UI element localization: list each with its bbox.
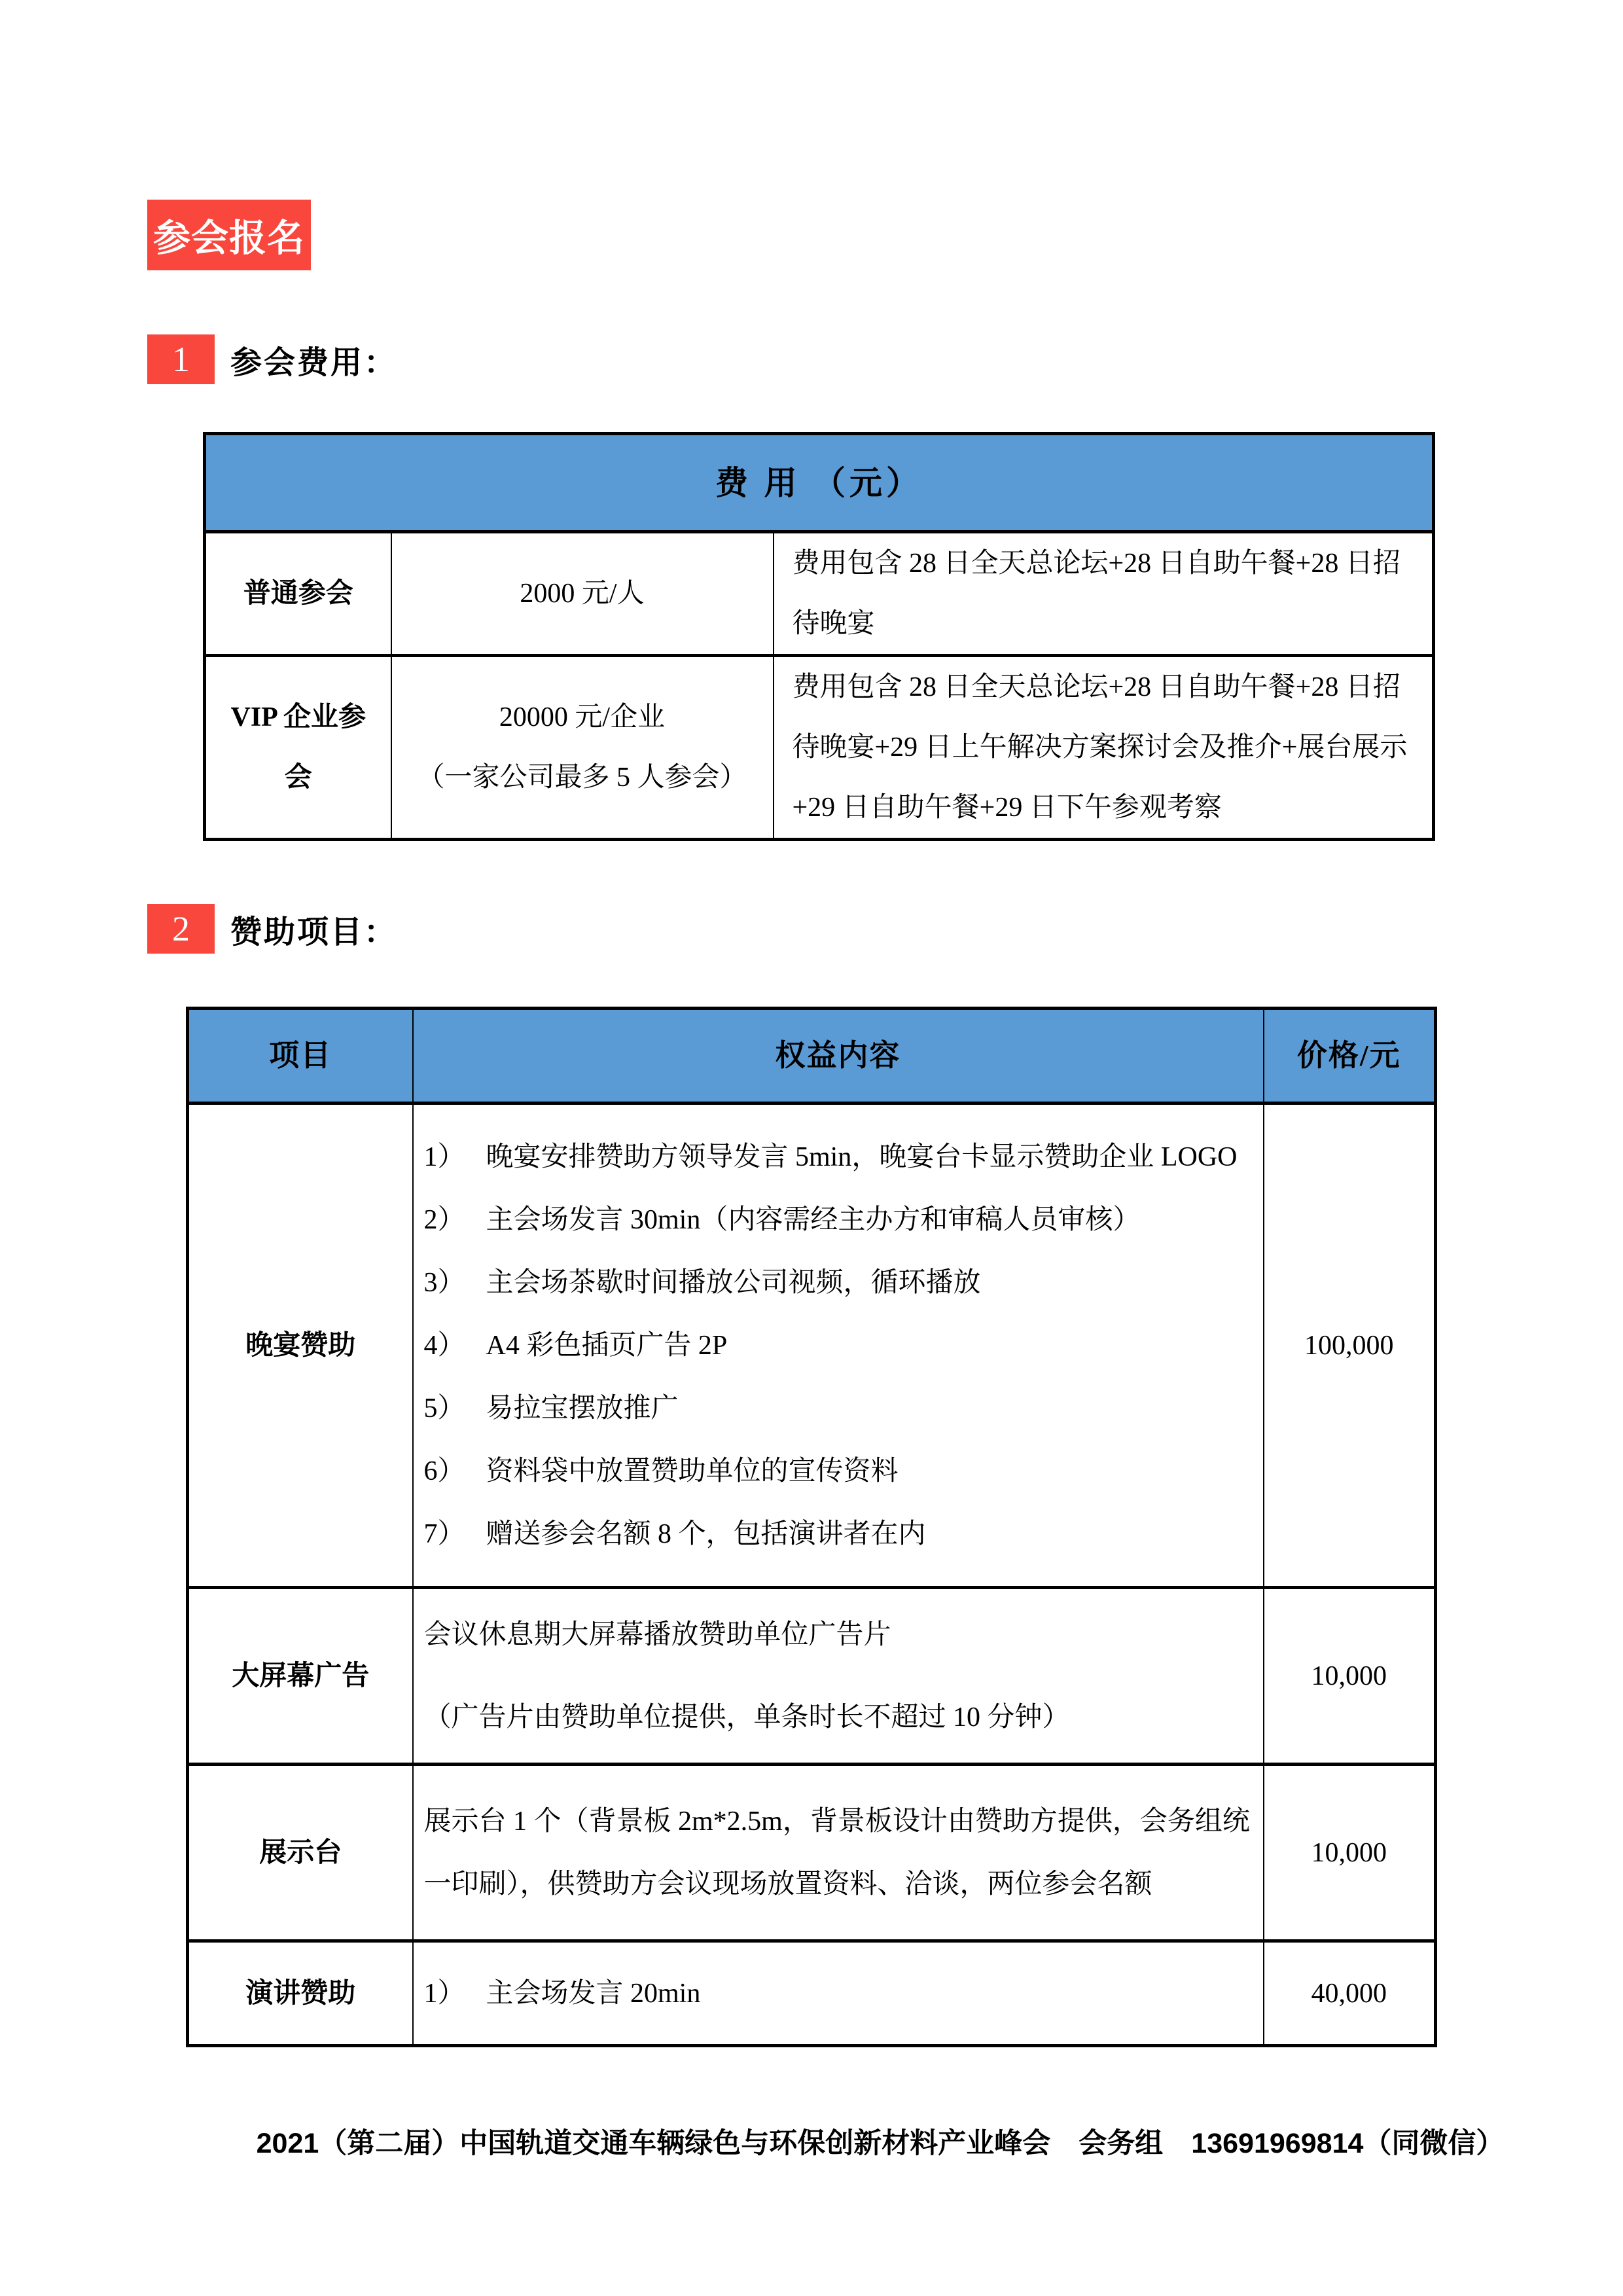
benefit-text: 资料袋中放置赞助单位的宣传资料 — [486, 1456, 899, 1486]
sponsor-benefits — [413, 1765, 1264, 1941]
fee-category: 普通参会 — [205, 532, 391, 656]
page-title: 参会报名 — [147, 200, 311, 270]
section-label: 参会费用： — [230, 345, 398, 380]
benefit-number: 3） — [423, 1267, 465, 1298]
sponsor-header-benefits: 权益内容 — [413, 1009, 1264, 1103]
fee-table-header-row — [205, 434, 1434, 532]
table-row — [205, 656, 1434, 840]
benefit-item — [424, 1377, 1255, 1440]
benefit-item — [424, 1440, 1255, 1503]
table-row — [188, 1588, 1436, 1765]
sponsor-price: 100,000 — [1264, 1103, 1436, 1588]
sponsor-item: 晚宴赞助 — [188, 1103, 413, 1588]
fee-category: VIP 企业参会 — [205, 656, 391, 840]
fee-price — [391, 532, 774, 656]
fee-price-note: （一家公司最多 5 人参会） — [417, 762, 747, 793]
section-number-badge: 2 — [147, 904, 215, 954]
sponsor-header-item: 项目 — [188, 1009, 413, 1103]
footer-text: 2021（第二届）中国轨道交通车辆绿色与环保创新材料产业峰会 会务组 13691969814（同微信） — [256, 2128, 1505, 2159]
section-heading-sponsor — [147, 904, 397, 954]
benefit-item — [424, 1126, 1255, 1189]
benefit-text: 赠送参会名额 8 个，包括演讲者在内 — [486, 1518, 926, 1549]
fee-description: 费用包含 28 日全天总论坛+28 日自助午餐+28 日招待晚宴 — [774, 532, 1434, 656]
benefit-number: 5） — [423, 1393, 465, 1424]
fee-table — [203, 432, 1435, 841]
benefit-paragraph: 会议休息期大屏幕播放赞助单位广告片 — [423, 1619, 891, 1650]
table-row — [188, 1103, 1436, 1588]
section-number-badge: 1 — [147, 334, 215, 384]
table-row — [205, 532, 1434, 656]
benefit-item — [424, 1314, 1255, 1377]
benefit-paragraph: 展示台 1 个（背景板 2m*2.5m，背景板设计由赞助方提供，会务组统一印刷），供赞助方会议现场放置资料、洽谈，两位参会名额 — [423, 1806, 1250, 1899]
benefit-text: 主会场发言 30min（内容需经主办方和审稿人员审核） — [486, 1204, 1141, 1235]
benefit-paragraph: （广告片由赞助单位提供，单条时长不超过 10 分钟） — [423, 1702, 1070, 1732]
sponsor-item: 大屏幕广告 — [188, 1588, 413, 1765]
benefit-item — [424, 1189, 1255, 1251]
benefit-item — [424, 1251, 1255, 1314]
table-row — [188, 1765, 1436, 1941]
sponsor-price: 10,000 — [1264, 1588, 1436, 1765]
sponsor-table — [186, 1007, 1437, 2047]
sponsor-header-price: 价格/元 — [1264, 1009, 1436, 1103]
sponsor-item: 演讲赞助 — [188, 1941, 413, 2046]
benefit-number: 2） — [423, 1204, 465, 1235]
sponsor-price: 40,000 — [1264, 1941, 1436, 2046]
benefit-number: 6） — [423, 1456, 465, 1486]
fee-price-main: 2000 元/人 — [520, 579, 645, 609]
benefit-number: 1） — [423, 1141, 465, 1172]
benefit-number: 7） — [423, 1518, 465, 1549]
benefit-text: 易拉宝摆放推广 — [486, 1393, 679, 1424]
benefit-text: A4 彩色插页广告 2P — [486, 1330, 728, 1361]
fee-price — [391, 656, 774, 840]
sponsor-table-header-row — [188, 1009, 1436, 1103]
benefit-text: 晚宴安排赞助方领导发言 5min，晚宴台卡显示赞助企业 LOGO — [486, 1141, 1238, 1172]
benefit-item — [424, 1503, 1255, 1566]
sponsor-benefits — [413, 1103, 1264, 1588]
benefit-text: 主会场茶歇时间播放公司视频，循环播放 — [486, 1267, 981, 1298]
section-heading-fees — [147, 334, 397, 384]
sponsor-price: 10,000 — [1264, 1765, 1436, 1941]
fee-price-main: 20000 元/企业 — [499, 702, 666, 732]
sponsor-benefits — [413, 1941, 1264, 2046]
sponsor-item: 展示台 — [188, 1765, 413, 1941]
benefit-text: 主会场发言 20min — [486, 1978, 701, 2009]
fee-description: 费用包含 28 日全天总论坛+28 日自助午餐+28 日招待晚宴+29 日上午解决方案探讨会及推介+展台展示 +29 日自助午餐+29 日下午参观考察 — [774, 656, 1434, 840]
benefit-item — [424, 1962, 1255, 2025]
benefit-number: 4） — [423, 1330, 465, 1361]
sponsor-benefits — [413, 1588, 1264, 1765]
benefit-number: 1） — [423, 1978, 465, 2009]
table-row — [188, 1941, 1436, 2046]
fee-table-header: 费 用 （元） — [205, 434, 1434, 532]
section-label: 赞助项目： — [230, 914, 398, 950]
